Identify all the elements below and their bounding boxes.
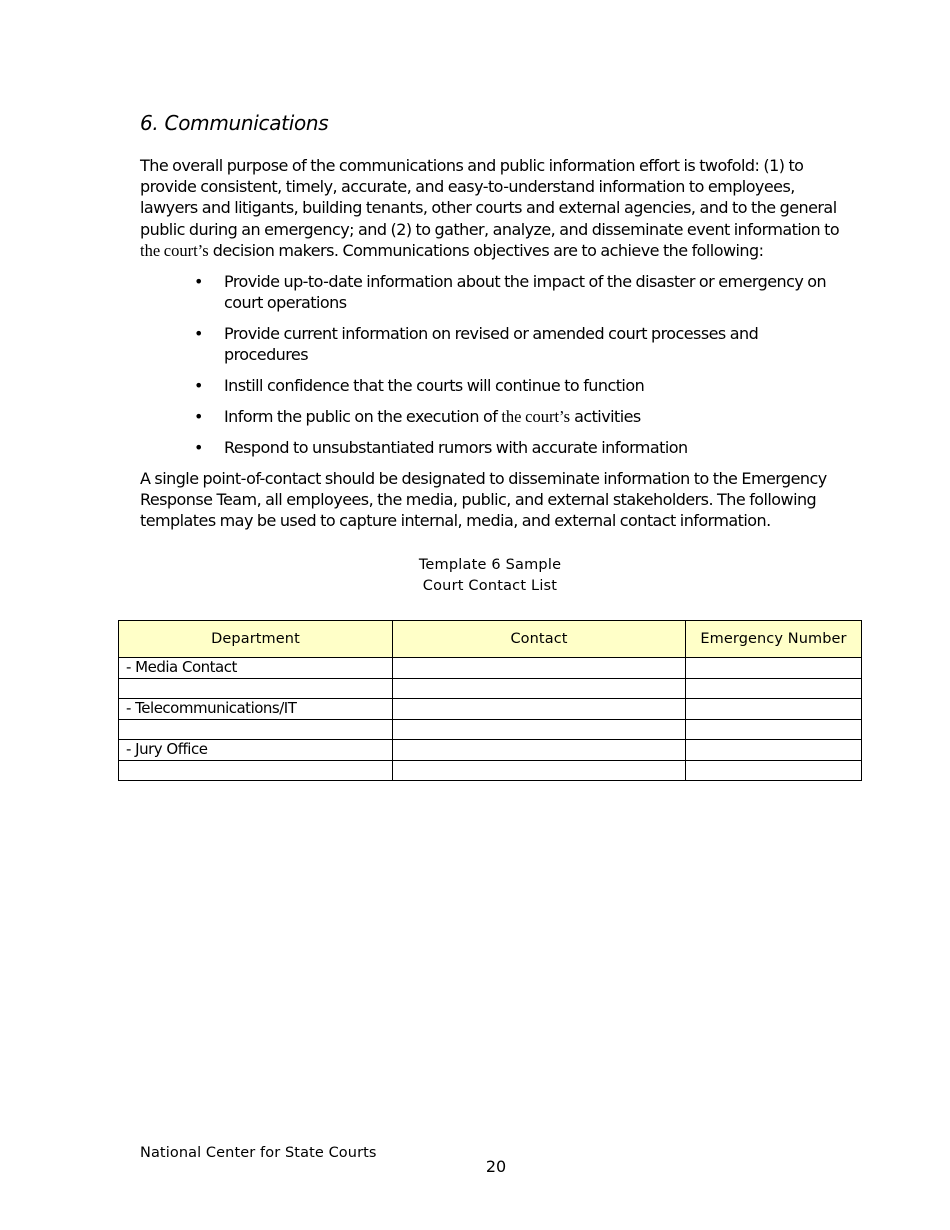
closing-paragraph: A single point-of-contact should be designated to disseminate information to the Emergency Response Team, all employees, the media, public, and external stakeholders. The following templates may be used to capture internal, media, and external contact information. <box>140 469 827 531</box>
intro-text-part2: decision makers. Communications objectives are to achieve the following: <box>208 240 764 260</box>
template-subtitle: Court Contact List <box>422 578 558 594</box>
emergency-number-cell <box>686 740 862 761</box>
emergency-number-cell <box>686 678 862 699</box>
emergency-number-cell <box>686 760 862 781</box>
objective-serif-term: the court’s <box>501 406 571 426</box>
bullet-icon: • <box>194 376 203 395</box>
template-title: Template 6 Sample <box>418 557 562 573</box>
bullet-icon: • <box>194 437 203 457</box>
department-cell <box>119 760 393 781</box>
department-cell: - Media Contact <box>119 658 393 679</box>
contact-cell <box>393 658 686 679</box>
department-cell: - Telecommunications/IT <box>119 699 393 720</box>
emergency-number-cell <box>686 658 862 679</box>
department-cell <box>119 678 393 699</box>
contact-cell <box>393 719 686 740</box>
bullet-icon: • <box>194 324 203 343</box>
objective-text: Provide current information on revised or amended court processes and procedures <box>224 324 759 365</box>
objective-item <box>190 406 840 427</box>
bullet-icon: • <box>194 406 203 426</box>
intro-serif-term: the court’s <box>140 240 209 260</box>
emergency-number-cell <box>686 699 862 720</box>
objective-text: Instill confidence that the courts will continue to function <box>224 376 645 395</box>
table-row <box>119 719 862 740</box>
objective-item <box>190 437 840 458</box>
objective-item <box>190 323 840 365</box>
objective-text-before: Inform the public on the execution of <box>224 406 502 426</box>
objective-text-after: activities <box>570 406 641 426</box>
objective-item <box>190 375 840 396</box>
table-row <box>119 699 862 720</box>
template-caption <box>140 555 840 597</box>
department-cell: - Jury Office <box>119 740 393 761</box>
table-row <box>119 658 862 679</box>
court-contact-table <box>118 620 862 781</box>
department-cell <box>119 719 393 740</box>
emergency-number-cell <box>686 719 862 740</box>
column-header-department: Department <box>119 621 393 658</box>
objectives-list <box>190 271 840 467</box>
objective-item <box>190 271 840 313</box>
footer-organization: National Center for State Courts <box>140 1145 377 1161</box>
intro-text-part1: The overall purpose of the communications and public information effort is twofold: (1) to provide consistent, timely, accurate, and easy-to-understand information to employees, lawyers and litigants, building tenants, other courts and external agencies, and to the general public during an emergency; and (2) to gather, analyze, and disseminate event information to <box>140 156 840 239</box>
section-heading: 6. Communications <box>140 111 329 135</box>
table-row <box>119 678 862 699</box>
column-header-contact: Contact <box>393 621 686 658</box>
table-row <box>119 740 862 761</box>
objective-text: Respond to unsubstantiated rumors with accurate information <box>224 437 688 457</box>
contact-cell <box>393 760 686 781</box>
objective-text: Provide up-to-date information about the impact of the disaster or emergency on court operations <box>224 272 827 313</box>
intro-paragraph <box>140 155 840 261</box>
column-header-emergency-number: Emergency Number <box>686 621 862 658</box>
contact-cell <box>393 678 686 699</box>
table-header-row <box>119 621 862 658</box>
page-number: 20 <box>485 1157 507 1176</box>
contact-cell <box>393 699 686 720</box>
bullet-icon: • <box>194 272 203 291</box>
contact-cell <box>393 740 686 761</box>
table-row <box>119 760 862 781</box>
